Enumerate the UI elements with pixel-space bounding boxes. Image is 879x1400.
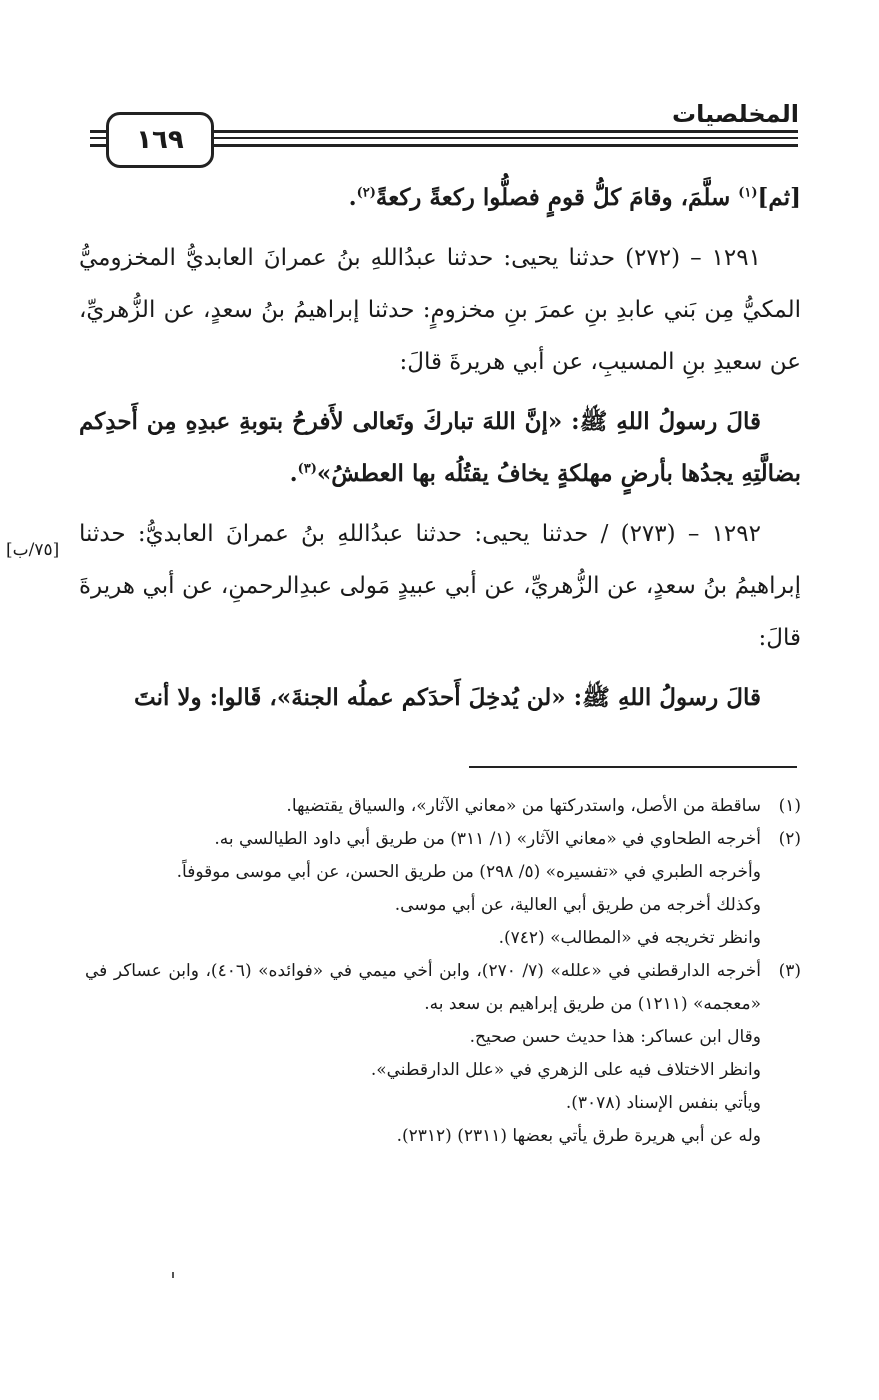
footnote-body — [85, 790, 761, 823]
hadith-isnad-1292: ١٢٩٢ – (٢٧٣) / حدثنا يحيى: حدثنا عبدُاللهِ بنُ عمرانَ العابديُّ: حدثنا إبراهيمُ بنُ سعدٍ، عن الزُّهريِّ، عن أبي عبيدٍ مَولى عبدِالرحمنِ، عن أبي هريرةَ قالَ: — [79, 521, 801, 651]
footnote-line: وقال ابن عساكر: هذا حديث حسن صحيح. — [469, 1027, 761, 1047]
bracket-word: [ثم] — [757, 184, 801, 211]
footnote-ref: (٣) — [297, 461, 317, 477]
footnote-line: وانظر الاختلاف فيه على الزهري في «علل الدارقطني». — [370, 1060, 761, 1080]
footnote-line: وله عن أبي هريرة طرق يأتي بعضها (٢٣١١) (٢٣١٢). — [396, 1126, 761, 1146]
hadith-isnad-1291: ١٢٩١ – (٢٧٢) حدثنا يحيى: حدثنا عبدُاللهِ بنُ عمرانَ العابديُّ المخزوميُّ المكيُّ مِن بَني عابدِ بنِ عمرَ بنِ مخزومٍ: حدثنا إبراهيمُ بنُ سعدٍ، عن الزُّهريِّ، عن سعيدِ بنِ المسيبِ، عن أبي هريرةَ قالَ: — [79, 245, 801, 375]
footnote-line: ويأتي بنفس الإسناد (٣٠٧٨). — [565, 1093, 761, 1113]
punctuation: . — [289, 460, 298, 487]
running-header-title: المخلصيات — [672, 100, 799, 128]
footnotes — [85, 790, 801, 1153]
footnote-number: (٣) — [778, 961, 801, 981]
manuscript-folio-note: [٧٥/ب] — [6, 540, 60, 560]
footnote-body — [85, 823, 761, 955]
footnote — [85, 790, 801, 823]
footnote-line: وأخرجه الطبري في «تفسيره» (٥/ ٢٩٨) من طريق الحسن، عن أبي موسى موقوفاً. — [176, 862, 761, 882]
footnote-line: أخرجه الدارقطني في «علله» (٧/ ٢٧٠)، وابن أخي ميمي في «فوائده» (٤٠٦)، وابن عساكر في «معجمه» (١٢١١) من طريق إبراهيم بن سعد به. — [85, 961, 761, 1014]
footnote-body — [85, 955, 761, 1153]
footnote-separator — [469, 766, 797, 768]
footnote — [85, 823, 801, 955]
page-number: ١٦٩ — [106, 112, 214, 168]
hadith-matn-1292: قالَ رسولُ اللهِ ﷺ: «لن يُدخِلَ أَحدَكم عملُه الجنةَ»، قَالوا: ولا أنتَ — [134, 684, 761, 711]
footnote-ref: (٢) — [356, 185, 376, 201]
footnote-line: وكذلك أخرجه من طريق أبي العالية، عن أبي موسى. — [394, 895, 761, 915]
punctuation: . — [348, 184, 357, 211]
main-text — [79, 172, 801, 728]
paragraph-text: قالَ رسولُ اللهِ ﷺ: «إنَّ اللهَ تباركَ وتَعالى لأَفرحُ بتوبةِ عبدِهِ مِن أَحدِكم بضالَّتِهِ يجدُها بأرضٍ مهلكةٍ يخافُ يقتُلُه بها العطشُ» — [79, 408, 801, 487]
footnote-number: (١) — [778, 796, 801, 816]
footnote-line: ساقطة من الأصل، واستدركتها من «معاني الآثار»، والسياق يقتضيها. — [286, 796, 761, 816]
print-mark — [172, 1272, 174, 1278]
footnote-number: (٢) — [778, 829, 801, 849]
footnote-ref: (١) — [738, 185, 758, 201]
footnote — [85, 955, 801, 1153]
footnote-line: أخرجه الطحاوي في «معاني الآثار» (١/ ٣١١) من طريق أبي داود الطيالسي به. — [214, 829, 761, 849]
paragraph-continuation — [79, 172, 801, 224]
footnote-line: وانظر تخريجه في «المطالب» (٧٤٢). — [498, 928, 761, 948]
hadith-matn-1291 — [79, 396, 801, 500]
paragraph-text: سلَّمَ، وقامَ كلُّ قومٍ فصلُّوا ركعةً ركعةً — [375, 184, 739, 211]
